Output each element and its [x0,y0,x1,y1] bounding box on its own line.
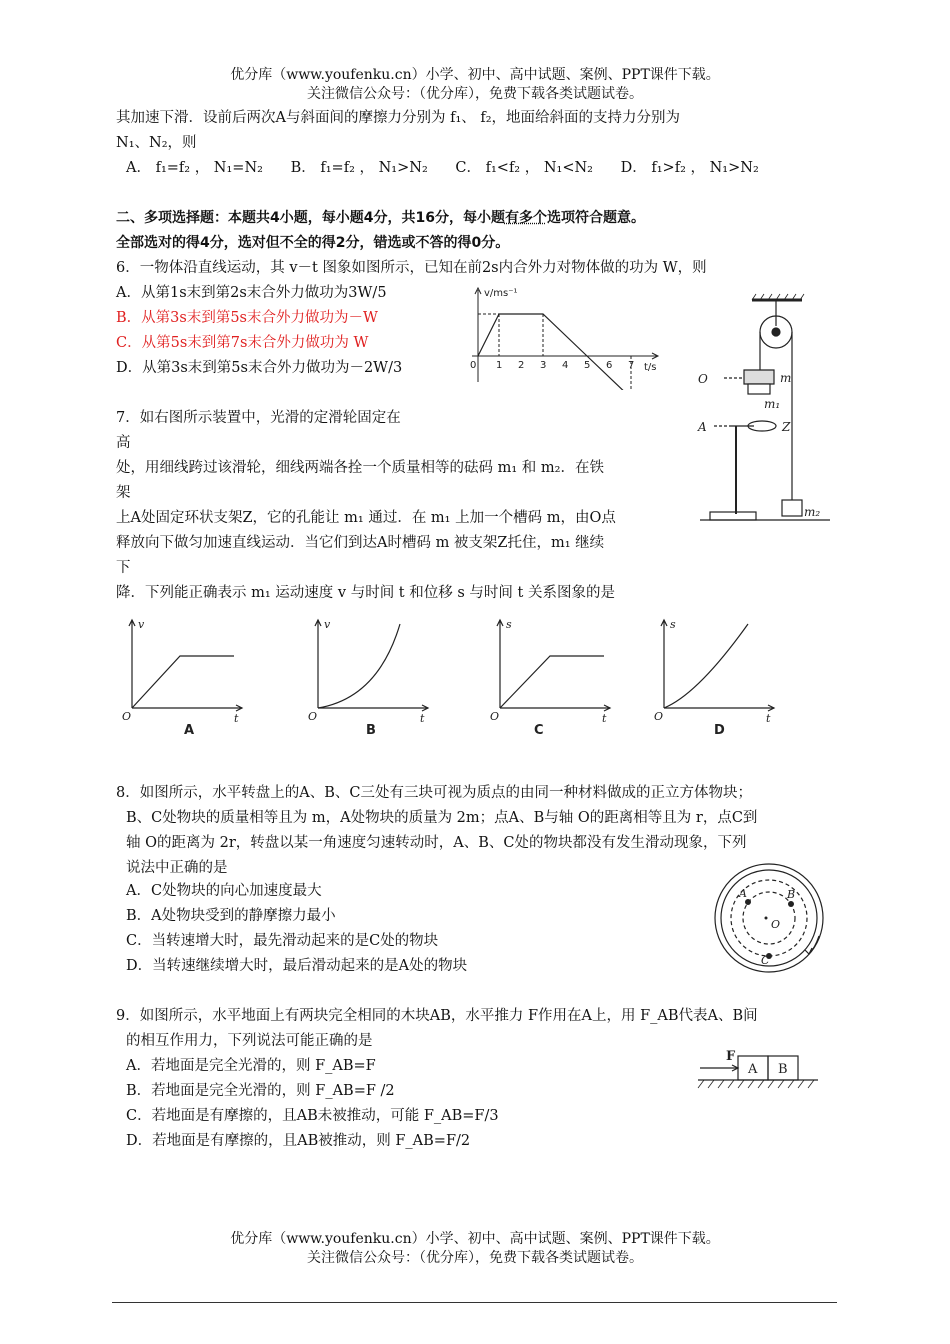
graph-d-ylabel: s [670,618,676,631]
footer-line-2: 关注微信公众号：（优分库），免费下载各类试题试卷。 [307,1250,643,1266]
graph-b-xlabel: t [420,712,425,725]
q7-line-7: 下 [116,560,131,576]
q6-tick-6: 6 [606,360,613,371]
graph-a-xlabel: t [234,712,239,725]
q6-tick-5: 5 [584,360,591,371]
q9-option-d: D．若地面是有摩擦的，且AB被推动，则 F_AB=F/2 [126,1133,471,1149]
q9-option-a: A．若地面是完全光滑的，则 F_AB=F [126,1058,376,1074]
q6-ylabel: v/ms⁻¹ [484,288,518,299]
label-block-a-box: A [748,1062,758,1077]
label-block-c: C [761,954,770,967]
q6-origin: 0 [470,360,477,371]
q8-line-4: 说法中正确的是 [126,860,228,876]
graph-a-ylabel: v [138,618,145,631]
q7-line-3: 处，用细线跨过该滑轮，细线两端各拴一个质量相等的砝码 m₁ 和 m₂．在铁 [116,460,604,476]
graph-d [661,620,774,711]
q7-line-8: 降．下列能正确表示 m₁ 运动速度 v 与时间 t 和位移 s 与时间 t 关系图象的是 [116,585,615,601]
footer-line-1: 优分库（www.youfenku.cn）小学、初中、高中试题、案例、PPT课件下载。 [230,1231,720,1247]
q6-xlabel: t/s [644,362,657,373]
section2-title-emph: 有多个 [504,210,547,226]
q6-tick-3: 3 [540,360,547,371]
graph-c-label: C [534,723,544,738]
section2-title-end: 选项符合题意。 [546,210,645,226]
graph-c-xlabel: t [602,712,607,725]
graph-b-label: B [366,723,376,738]
q9-option-b: B．若地面是完全光滑的，则 F_AB=F /2 [126,1083,395,1099]
q7-apparatus [690,290,840,530]
weight-m1 [748,384,770,394]
label-block-b-box: B [778,1062,788,1077]
q5-line-1: 其加速下滑．设前后两次A与斜面间的摩擦力分别为 f₁、 f₂，地面给斜面的支持力分别为 [116,110,681,126]
weight-m2 [782,500,802,516]
q6-vt-line [478,314,631,390]
graph-a-origin: O [122,710,132,723]
label-block-a: A [739,887,747,900]
q6-option-a: A．从第1s末到第2s末合外力做功为3W/5 [116,285,387,301]
q6-option-d: D．从第3s末到第5s末合外力做功为－2W/3 [116,360,403,376]
label-o: O [698,372,708,386]
q7-line-5: 上A处固定环状支架Z，它的孔能让 m₁ 通过．在 m₁ 上加一个槽码 m，由O点 [116,510,616,526]
q6-tick-2: 2 [518,360,525,371]
q6-stem: 6．一物体沿直线运动，其 v－t 图象如图所示，已知在前2s内合外力对物体做的功为 W，则 [116,260,707,276]
q6-tick-4: 4 [562,360,569,371]
q5-line-2: N₁、N₂，则 [116,135,197,151]
graph-c-origin: O [490,710,500,723]
label-force-f: F [726,1049,736,1064]
graph-d-xlabel: t [766,712,771,725]
label-a: A [698,420,707,434]
graph-c-ylabel: s [506,618,512,631]
inner-rim [721,870,817,966]
bottom-rule [112,1302,837,1303]
q8-line-1: 8．如图所示，水平转盘上的A、B、C三处有三块可视为质点的由同一种材料做成的正立方体物块； [116,785,752,801]
q6-option-c: C．从第5s末到第7s末合外力做功为 W [116,335,369,351]
label-z: Z [782,420,791,434]
graph-d-origin: O [654,710,664,723]
axis-o [765,917,768,920]
graph-b-origin: O [308,710,318,723]
stand-base [710,512,756,520]
section2-title [116,208,645,228]
slot-weight-m [744,370,774,384]
q8-line-2: B、C处物块的质量相等且为 m，A处物块的质量为 2m；点A、B与轴 O的距离相等且为 r，点C到 [126,810,758,826]
q9-option-c: C．若地面是有摩擦的，且AB未被推动，可能 F_AB=F/3 [126,1108,499,1124]
q7-answer-graphs [118,612,788,742]
q8-turntable [705,860,835,980]
label-m2: m₂ [804,505,821,519]
label-m: m [780,371,792,385]
q5-options: A． f₁=f₂ ， N₁=N₂ B． f₁=f₂ ， N₁>N₂ C． f₁<f₂ ， N₁<N₂ D． f₁>f₂ ， N₁>N₂ [126,160,759,176]
q6-tick-1: 1 [496,360,503,371]
graph-a-label: A [184,723,195,738]
q9-line-2: 的相互作用力，下列说法可能正确的是 [126,1033,373,1049]
q6-tick-7: 7 [628,360,635,371]
q8-line-3: 轴 O的距离为 2r，转盘以某一角速度匀速转动时，A、B、C处的物块都没有发生滑动现象，下列 [126,835,747,851]
pulley-axle [772,328,780,336]
graph-a [129,620,242,711]
label-axis-o: O [771,918,781,931]
q7-line-6: 释放向下做匀加速直线运动．当它们到达A时槽码 m 被支架Z托住，m₁ 继续 [116,535,605,551]
graph-b-ylabel: v [324,618,331,631]
q9-line-1: 9．如图所示，水平地面上有两块完全相同的木块AB，水平推力 F作用在A上，用 F_AB代表A、B间 [116,1008,758,1024]
section2-rule: 全部选对的得4分，选对但不全的得2分，错选或不答的得0分。 [116,235,510,251]
q8-option-b: B．A处物块受到的静摩擦力最小 [126,908,336,924]
q8-option-c: C．当转速增大时，最先滑动起来的是C处的物块 [126,933,439,949]
header-line-1: 优分库（www.youfenku.cn）小学、初中、高中试题、案例、PPT课件下载。 [230,67,720,83]
q7-line-1: 7．如右图所示装置中，光滑的定滑轮固定在 [116,410,401,426]
q8-option-a: A．C处物块的向心加速度最大 [126,883,322,899]
q6-vt-graph [462,284,662,390]
q8-option-d: D．当转速继续增大时，最后滑动起来的是A处的物块 [126,958,468,974]
section2-title-main: 二、多项选择题：本题共4小题，每小题4分，共16分，每小题 [116,210,505,226]
label-block-b: B [787,888,796,901]
graph-d-label: D [714,723,725,738]
q6-option-b: B．从第3s末到第5s末合外力做功为－W [116,310,378,326]
block-b [788,901,794,907]
q9-blocks-figure [694,1048,822,1098]
graph-b [315,620,428,711]
header-line-2: 关注微信公众号：（优分库），免费下载各类试题试卷。 [307,86,643,102]
q7-line-2: 高 [116,435,131,451]
graph-c [497,620,610,711]
q7-line-4: 架 [116,485,131,501]
label-m1: m₁ [764,397,781,411]
